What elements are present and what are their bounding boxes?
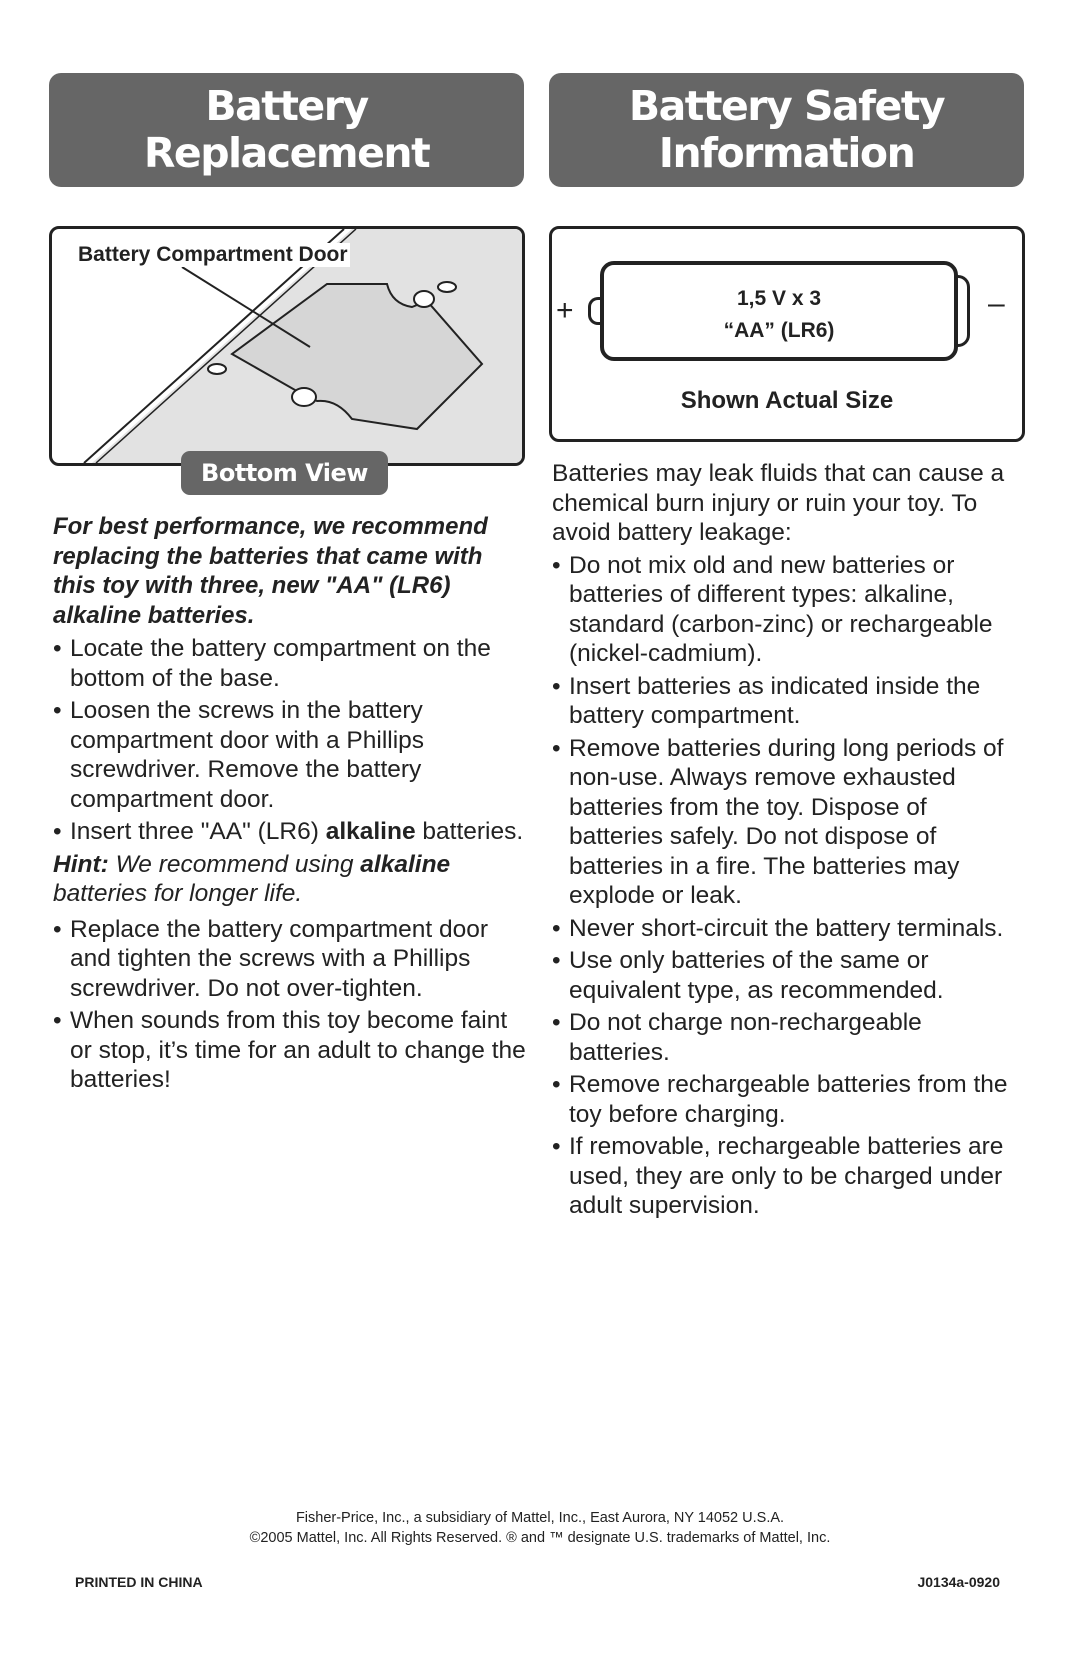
list-item: • Insert batteries as indicated inside the battery compartment.	[552, 672, 981, 729]
list-item: • Do not charge non-rechargeable batteries.	[552, 1009, 922, 1066]
battery-replacement-header	[49, 73, 524, 187]
battery-safety-header	[549, 73, 1024, 187]
list-item: • If removable, rechargeable batteries are used, they are only to be charged under adult supervision.	[552, 1133, 1004, 1219]
safety-information	[552, 459, 1027, 1224]
document-code: J0134a-0920	[917, 1574, 1000, 1590]
negative-terminal-symbol: –	[988, 287, 1005, 320]
bottom-view-diagram	[49, 226, 525, 466]
list-item: • Insert three "AA" (LR6) alkaline batteries.	[53, 818, 524, 845]
battery-size-panel	[549, 226, 1025, 442]
list-item: • Replace the battery compartment door and tighten the screws with a Phillips screwdriver. Do not over-tighten.	[53, 915, 489, 1002]
copyright-notice: ©2005 Mattel, Inc. All Rights Reserved. ® and ™ designate U.S. trademarks of Mattel, Inc.	[249, 1530, 831, 1546]
bottom-view-label: Bottom View	[181, 451, 388, 495]
performance-recommendation: For best performance, we recommend replacing the batteries that came with this toy with three, new "AA" (LR6) alkaline batteries.	[53, 513, 488, 629]
header-title: Battery Replacement	[143, 82, 430, 177]
list-item: • Loosen the screws in the battery compartment door with a Phillips screwdriver. Remove the battery compartment door.	[53, 697, 425, 813]
battery-spec: 1,5 V x 3	[736, 287, 822, 310]
battery-icon	[600, 261, 958, 361]
list-item: • Remove batteries during long periods of non-use. Always remove exhausted batteries from the toy. Dispose of batteries safely. Do not dispose of batteries in a fire. The batteries may explode or leak.	[552, 734, 1004, 909]
replacement-instructions	[53, 512, 528, 1098]
actual-size-caption: Shown Actual Size	[680, 387, 894, 414]
list-item: • Do not mix old and new batteries or batteries of different types: alkaline, standard (carbon-zinc) or rechargeable (nickel-cadmium).	[552, 551, 993, 667]
leakage-warning: Batteries may leak fluids that can cause a chemical burn injury or ruin your toy. To avoid battery leakage:	[552, 460, 1005, 546]
hint-note: Hint: We recommend using alkaline batteries for longer life.	[53, 850, 451, 907]
list-item: • Never short-circuit the battery terminals.	[552, 914, 1004, 942]
compartment-door-callout: Battery Compartment Door	[78, 243, 348, 266]
positive-terminal-symbol: +	[556, 294, 574, 327]
company-address: Fisher-Price, Inc., a subsidiary of Mattel, Inc., East Aurora, NY 14052 U.S.A.	[295, 1510, 785, 1526]
list-item: • Locate the battery compartment on the bottom of the base.	[53, 635, 491, 692]
list-item: • Use only batteries of the same or equivalent type, as recommended.	[552, 947, 944, 1004]
header-title: Battery Safety Information	[628, 82, 945, 177]
list-item: • When sounds from this toy become faint or stop, it’s time for an adult to change the batteries!	[53, 1007, 526, 1093]
battery-type: “AA” (LR6)	[723, 319, 835, 342]
printed-in-label: PRINTED IN CHINA	[75, 1574, 203, 1590]
list-item: • Remove rechargeable batteries from the toy before charging.	[552, 1071, 1008, 1128]
